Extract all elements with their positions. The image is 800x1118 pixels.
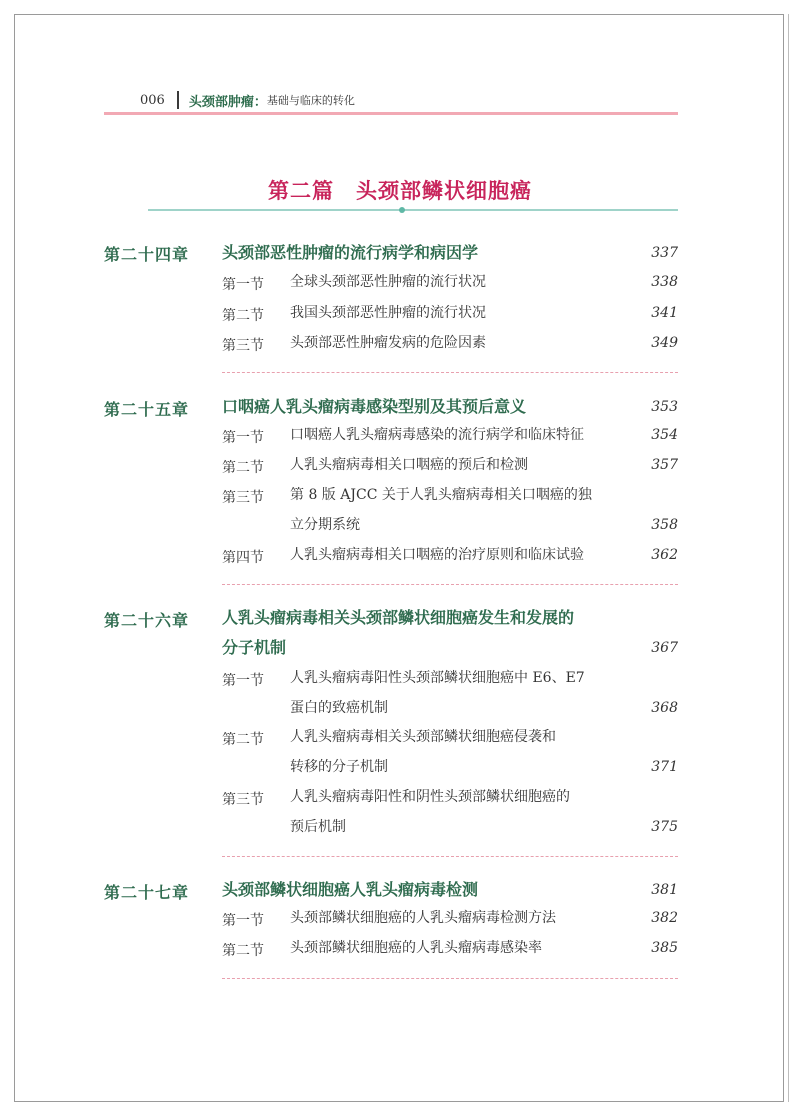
- section-page: 371: [651, 759, 678, 775]
- chapter-title[interactable]: 口咽癌人乳头瘤病毒感染型别及其预后意义: [222, 397, 527, 416]
- section-page: 375: [651, 819, 678, 835]
- header-divider: [177, 91, 179, 109]
- section-page: 368: [651, 700, 678, 716]
- section-title[interactable]: 全球头颈部恶性肿瘤的流行状况: [290, 274, 486, 290]
- part-rule: [148, 209, 678, 211]
- chapter-page: 381: [651, 882, 678, 898]
- section-label: 第三节: [222, 792, 264, 808]
- section-label: 第四节: [222, 550, 264, 566]
- chapter-label: 第二十五章: [104, 400, 190, 419]
- section-title-continued[interactable]: 预后机制: [290, 819, 346, 835]
- section-title-continued[interactable]: 立分期系统: [290, 517, 360, 533]
- section-title[interactable]: 我国头颈部恶性肿瘤的流行状况: [290, 305, 486, 321]
- book-title-sub: 基础与临床的转化: [266, 94, 355, 107]
- section-title-continued[interactable]: 转移的分子机制: [290, 759, 388, 775]
- section-title[interactable]: 人乳头瘤病毒相关口咽癌的治疗原则和临床试验: [290, 547, 584, 563]
- section-title[interactable]: 人乳头瘤病毒相关口咽癌的预后和检测: [290, 457, 528, 473]
- section-title-continued[interactable]: 蛋白的致癌机制: [290, 700, 388, 716]
- part-rule-ornament: [399, 207, 405, 213]
- part-title: 第二篇 头颈部鳞状细胞癌: [268, 178, 532, 203]
- chapter-title[interactable]: 头颈部鳞状细胞癌人乳头瘤病毒检测: [222, 880, 479, 899]
- section-title[interactable]: 第 8 版 AJCC 关于人乳头瘤病毒相关口咽癌的独: [290, 487, 592, 503]
- section-title[interactable]: 人乳头瘤病毒阳性头颈部鳞状细胞癌中 E6、E7: [290, 670, 585, 686]
- chapter-label: 第二十四章: [104, 245, 190, 264]
- section-title[interactable]: 口咽癌人乳头瘤病毒感染的流行病学和临床特征: [290, 427, 584, 443]
- section-page: 349: [651, 335, 678, 351]
- chapter-divider: [222, 856, 678, 857]
- section-label: 第三节: [222, 490, 264, 506]
- section-label: 第三节: [222, 338, 264, 354]
- chapter-page: 367: [651, 640, 678, 656]
- header-rule: [104, 112, 678, 115]
- chapter-page: 353: [651, 399, 678, 415]
- section-label: 第二节: [222, 460, 264, 476]
- section-label: 第二节: [222, 732, 264, 748]
- section-page: 362: [651, 547, 678, 563]
- section-label: 第一节: [222, 673, 264, 689]
- chapter-title-continued[interactable]: 分子机制: [222, 638, 287, 657]
- chapter-divider: [222, 372, 678, 373]
- section-title[interactable]: 头颈部恶性肿瘤发病的危险因素: [290, 335, 486, 351]
- page-number: 006: [140, 92, 165, 108]
- section-label: 第二节: [222, 943, 264, 959]
- section-page: 341: [651, 305, 678, 321]
- section-title[interactable]: 人乳头瘤病毒相关头颈部鳞状细胞癌侵袭和: [290, 729, 556, 745]
- chapter-title[interactable]: 头颈部恶性肿瘤的流行病学和病因学: [222, 243, 479, 262]
- chapter-title[interactable]: 人乳头瘤病毒相关头颈部鳞状细胞癌发生和发展的: [222, 608, 575, 627]
- section-page: 354: [651, 427, 678, 443]
- section-page: 338: [651, 274, 678, 290]
- chapter-divider: [222, 584, 678, 585]
- chapter-divider: [222, 978, 678, 979]
- section-label: 第二节: [222, 308, 264, 324]
- section-label: 第一节: [222, 430, 264, 446]
- section-label: 第一节: [222, 277, 264, 293]
- section-page: 385: [651, 940, 678, 956]
- section-title[interactable]: 头颈部鳞状细胞癌的人乳头瘤病毒检测方法: [290, 910, 556, 926]
- chapter-label: 第二十七章: [104, 883, 190, 902]
- section-page: 382: [651, 910, 678, 926]
- section-label: 第一节: [222, 913, 264, 929]
- section-page: 358: [651, 517, 678, 533]
- book-title-main: 头颈部肿瘤：: [188, 94, 267, 110]
- section-title[interactable]: 头颈部鳞状细胞癌的人乳头瘤病毒感染率: [290, 940, 542, 956]
- chapter-page: 337: [651, 245, 678, 261]
- section-page: 357: [651, 457, 678, 473]
- running-header: [140, 90, 355, 110]
- section-title[interactable]: 人乳头瘤病毒阳性和阴性头颈部鳞状细胞癌的: [290, 789, 570, 805]
- chapter-label: 第二十六章: [104, 611, 190, 630]
